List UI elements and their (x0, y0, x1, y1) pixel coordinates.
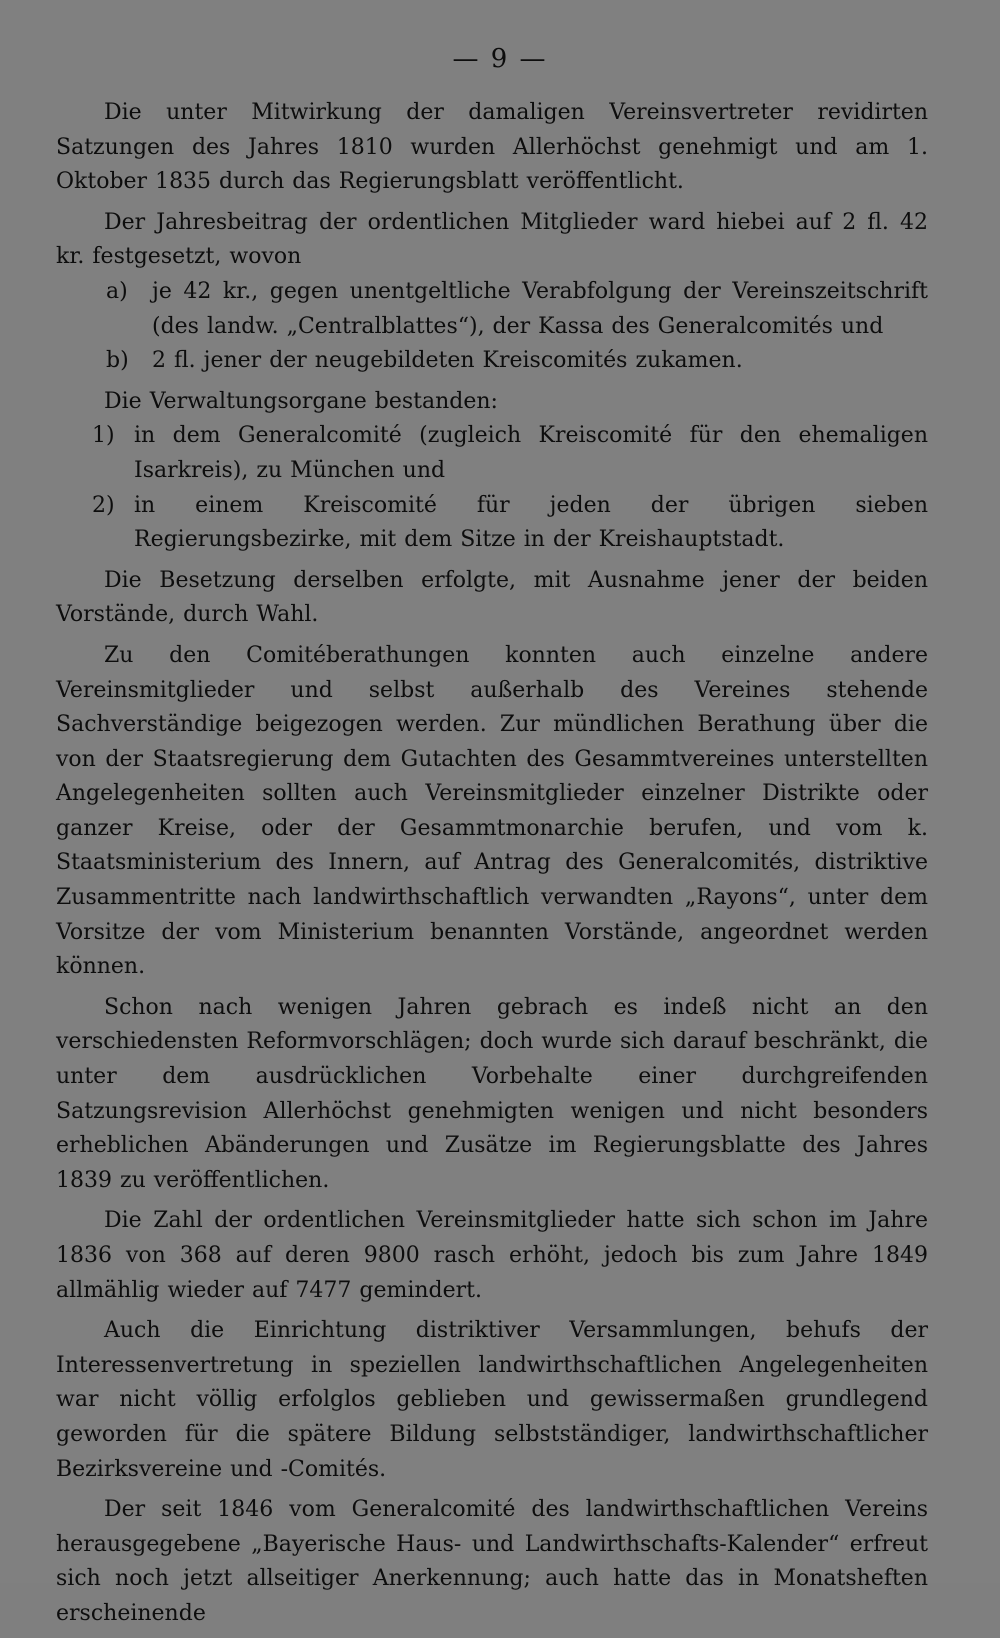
list-item (56, 275, 928, 344)
paragraph-district-assemblies: Auch die Einrichtung distriktiver Versammlungen, behufs der Interessenvertretung in speziellen landwirthschaftlichen Angelegenheiten war nicht völlig erfolglos geblieben und gewissermaßen grundlegend geworden für die spätere Bildung selbstständiger, landwirthschaftlicher Bezirksvereine und -Comités. (56, 1318, 928, 1482)
paragraph-committee-deliberations: Zu den Comitéberathungen konnten auch einzelne andere Vereinsmitglieder und selbst außerhalb des Vereines stehende Sachverständige beigezogen werden. Zur mündlichen Berathung über die von der Staatsregierung dem Gutachten des Gesammtvereines unterstellten Angelegenheiten sollten auch Vereinsmitglieder einzelner Distrikte oder ganzer Kreise, oder der Gesammtmonarchie berufen, und vom k. Staatsministerium des Innern, auf Antrag des Generalcomités, distriktive Zusammentritte nach landwirthschaftlich verwandten „Rayons“, unter dem Vorsitze der vom Ministerium benannten Vorstände, angeordnet werden können. (56, 642, 928, 980)
list-item-text: 2 fl. jener der neugebildeten Kreiscomités zukamen. (152, 348, 743, 374)
list-item-text: in einem Kreiscomité für jeden der übrigen sieben Regierungsbezirke, mit dem Sitze in der Kreishauptstadt. (134, 492, 928, 553)
list-item-text: in dem Generalcomité (zugleich Kreiscomité für den ehemaligen Isarkreis), zu München und (134, 423, 928, 483)
list-item-text: je 42 kr., gegen unentgeltliche Verabfolgung der Vereinszeitschrift (des landw. „Centralblattes“), der Kassa des Generalcomités und (152, 278, 928, 339)
list-marker: a) (106, 278, 128, 304)
document-body (56, 96, 928, 1638)
list-item (56, 419, 928, 488)
paragraph-organs-intro: Die Verwaltungsorgane bestanden: (104, 388, 498, 414)
organs-list (56, 419, 928, 557)
list-marker: 1) (92, 423, 115, 449)
paragraph-election: Die Besetzung derselben erfolgte, mit Ausnahme jener der beiden Vorstände, durch Wahl. (56, 567, 928, 628)
list-marker: 2) (92, 492, 115, 518)
page-number: — 9 — (452, 44, 548, 74)
contribution-list (56, 275, 928, 379)
paragraph-member-count: Die Zahl der ordentlichen Vereinsmitglieder hatte sich schon im Jahre 1836 von 368 auf deren 9800 rasch erhöht, jedoch bis zum Jahre 1849 allmählig wieder auf 7477 gemindert. (56, 1208, 928, 1303)
paragraph-reform-proposals: Schon nach wenigen Jahren gebrach es indeß nicht an den verschiedensten Reformvorschlägen; doch wurde sich darauf beschränkt, die unter dem ausdrücklichen Vorbehalte einer durchgreifenden Satzungsrevision Allerhöchst genehmigten wenigen und nicht besonders erheblichen Abänderungen und Zusätze im Regierungsblatte des Jahres 1839 zu veröffentlichen. (56, 994, 928, 1193)
list-item (56, 489, 928, 558)
paragraph-annual-fee: Der Jahresbeitrag der ordentlichen Mitglieder ward hiebei auf 2 fl. 42 kr. festgesetzt, wovon (56, 209, 928, 270)
paragraph-statutes: Die unter Mitwirkung der damaligen Vereinsvertreter revidirten Satzungen des Jahres 1810 wurden Allerhöchst genehmigt und am 1. Oktober 1835 durch das Regierungsblatt veröffentlicht. (56, 100, 928, 195)
list-item (56, 344, 928, 379)
list-marker: b) (106, 348, 129, 374)
paragraph-calendar: Der seit 1846 vom Generalcomité des landwirthschaftlichen Vereins herausgegebene „Bayerische Haus- und Landwirthschafts-Kalender“ erfreut sich noch jetzt allseitiger Anerkennung; auch hatte das in Monatsheften erscheinende (56, 1497, 928, 1626)
